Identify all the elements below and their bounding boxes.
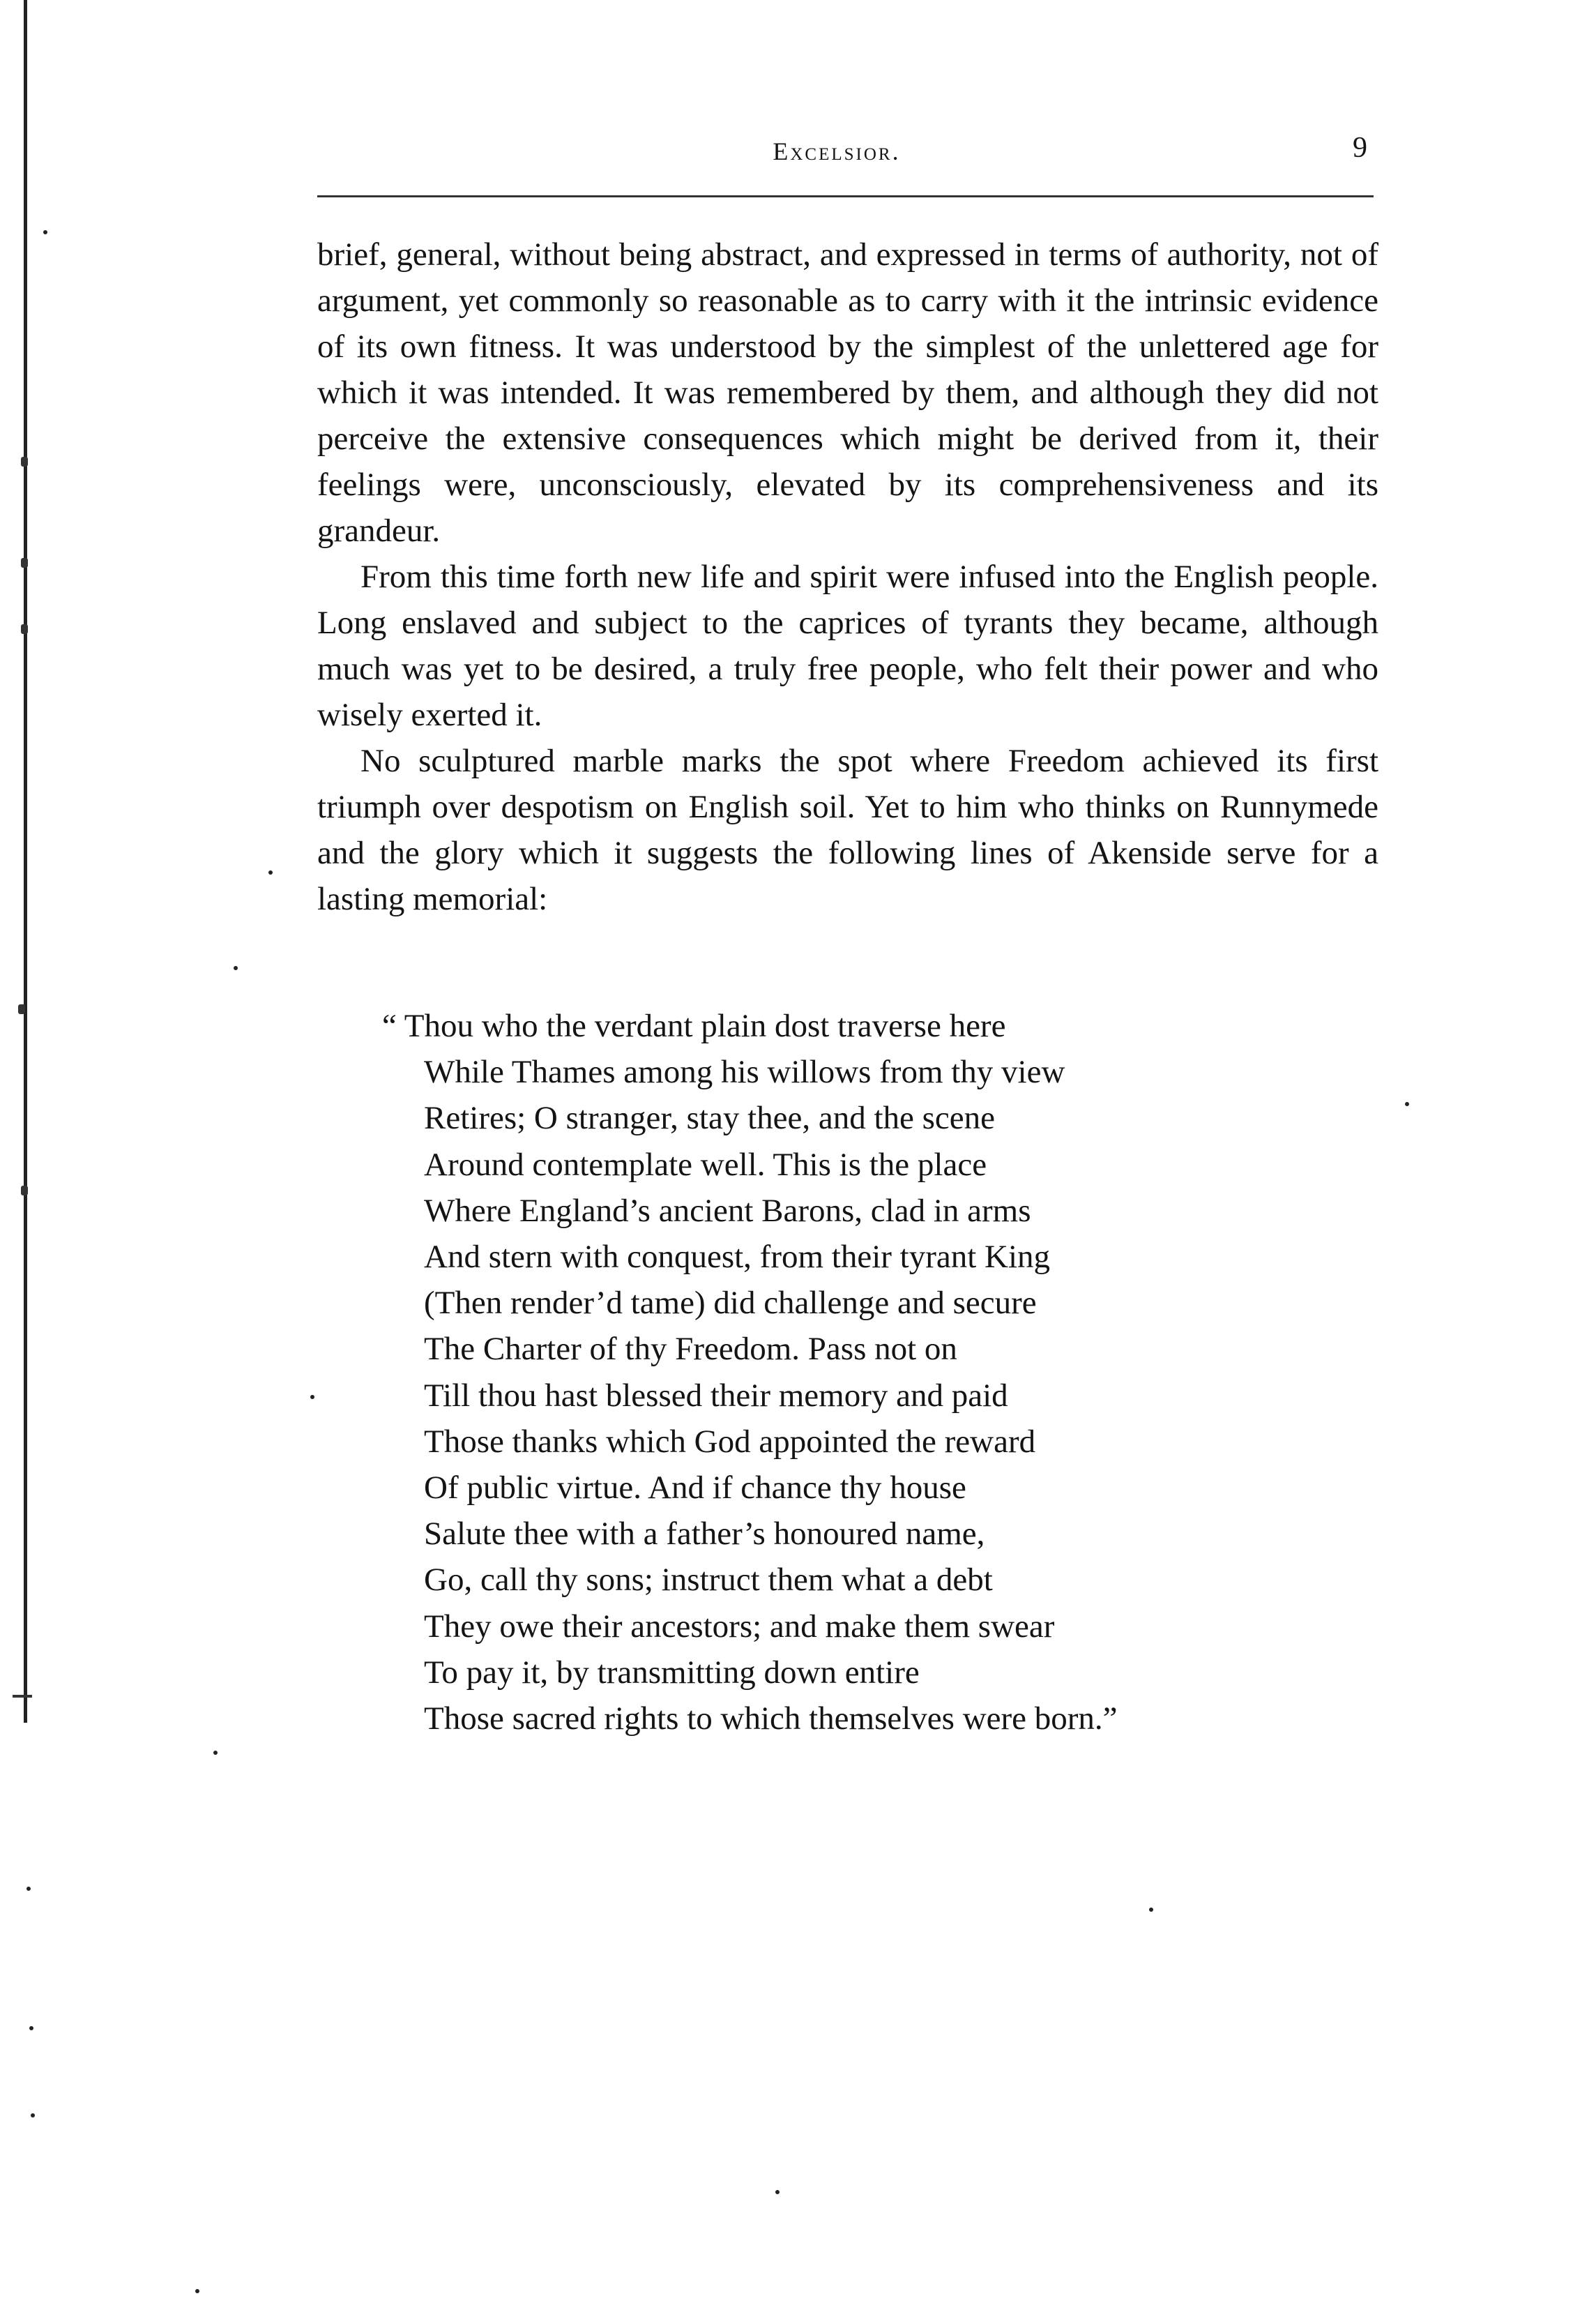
binding-mark [21, 1186, 28, 1195]
binding-edge-line [24, 0, 27, 1723]
paragraph: No sculptured marble marks the spot where Freedom achieved its first triumph over despotism on English soil. Yet to him who thinks on Runnymede and the glory which it suggests the following lines of Akenside serve for a lasting memorial: [317, 743, 1378, 917]
binding-mark [18, 1004, 25, 1014]
verse-line: While Thames among his willows from thy view [424, 1054, 1065, 1091]
verse-line: Salute thee with a father’s honoured name, [424, 1516, 985, 1553]
verse-line: To pay it, by transmitting down entire [424, 1654, 920, 1691]
verse-line: Around contemplate well. This is the place [424, 1146, 987, 1183]
verse-line: Go, call thy sons; instruct them what a debt [424, 1562, 993, 1599]
verse-line: Those thanks which God appointed the reward [424, 1423, 1036, 1460]
verse-quotation [382, 1003, 1386, 1742]
binding-mark [21, 624, 28, 634]
page-number: 9 [1353, 132, 1367, 164]
verse-line: Till thou hast blessed their memory and paid [424, 1377, 1008, 1414]
body-text [317, 232, 1378, 922]
binding-mark [21, 558, 28, 568]
verse-line: Where England’s ancient Barons, clad in arms [424, 1192, 1031, 1229]
verse-line: The Charter of thy Freedom. Pass not on [424, 1331, 957, 1368]
binding-tick [13, 1695, 32, 1698]
paragraph: From this time forth new life and spirit were infused into the English people. Long enslaved and subject to the caprices of tyrants they became, although much was yet to be desired, a truly free people, who felt their power and who wisely exerted it. [317, 559, 1378, 733]
binding-mark [21, 457, 28, 467]
verse-line: Those sacred rights to which themselves were born.” [424, 1700, 1118, 1737]
paragraph: brief, general, without being abstract, and expressed in terms of authority, not of argument, yet commonly so reasonable as to carry with it the intrinsic evidence of its own fitness. It was understood by the simplest of the unlettered age for which it was intended. It was remembered by them, and although they did not perceive the extensive consequences which might be derived from it, their feelings were, unconsciously, elevated by its comprehensiveness and its grandeur. [317, 236, 1378, 549]
verse-line: Retires; O stranger, stay thee, and the scene [424, 1100, 996, 1137]
verse-line: And stern with conquest, from their tyrant King [424, 1239, 1051, 1276]
verse-line: “ Thou who the verdant plain dost traverse here [382, 1008, 1006, 1044]
verse-line: (Then render’d tame) did challenge and secure [424, 1285, 1037, 1322]
running-head: Excelsior. [773, 137, 901, 165]
verse-line: Of public virtue. And if chance thy house [424, 1470, 966, 1507]
verse-line: They owe their ancestors; and make them swear [424, 1608, 1055, 1645]
header-rule [317, 195, 1374, 197]
